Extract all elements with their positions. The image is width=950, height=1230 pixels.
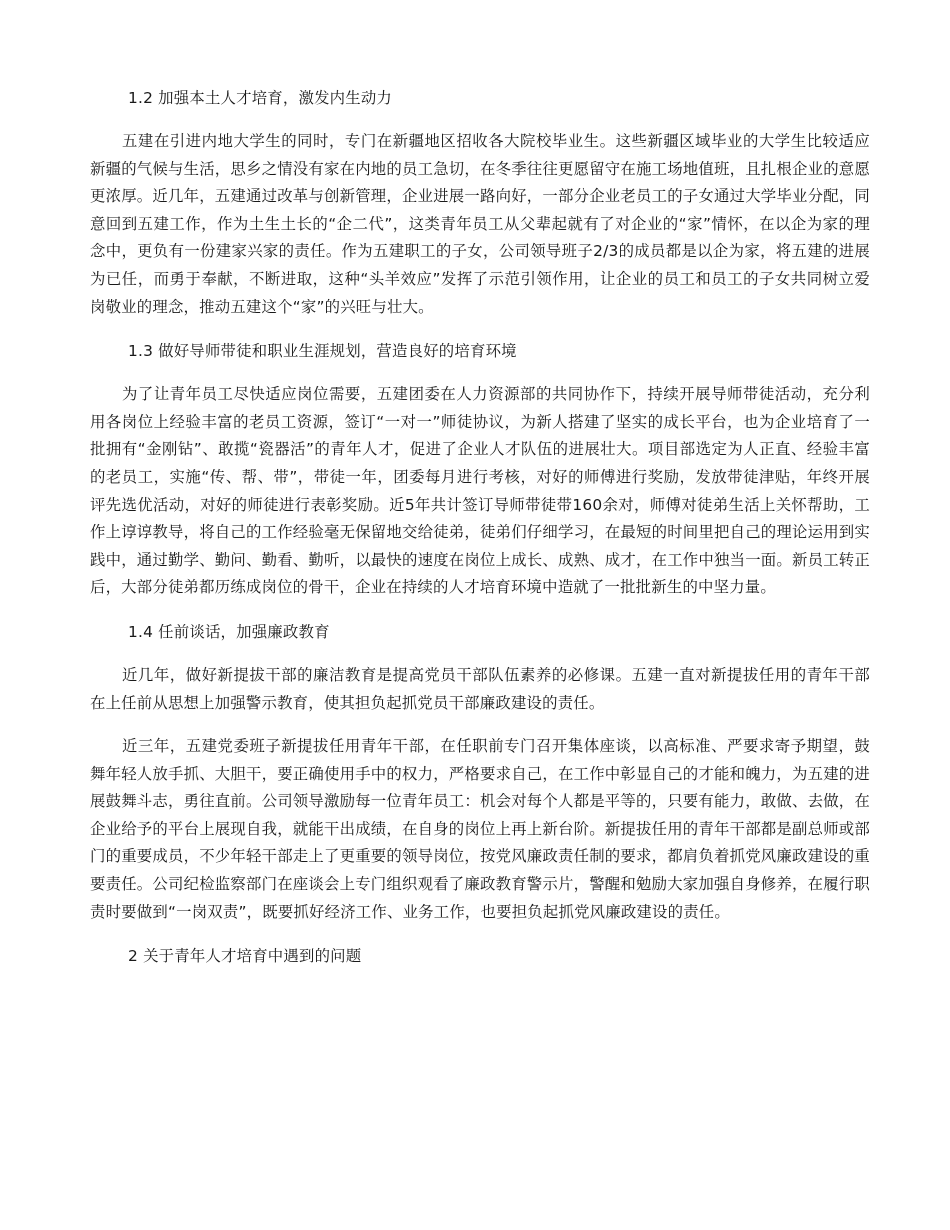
section-heading-2: 2 关于青年人才培育中遇到的问题 (128, 947, 362, 966)
section-heading-1-4: 1.4 任前谈话，加强廉政教育 (128, 622, 330, 641)
paragraph-1-4-a: 近几年，做好新提拔干部的廉洁教育是提高党员干部队伍素养的必修课。五建一直对新提拔任用的青年干部在上任前从思想上加强警示教育，使其担负起抓党员干部廉政建设的责任。 (90, 665, 870, 712)
paragraph-1-3-a: 为了让青年员工尽快适应岗位需要，五建团委在人力资源部的共同协作下，持续开展导师带徒活动，充分利用各岗位上经验丰富的老员工资源，签订“一对一”师徒协议，为新人搭建了坚实的成长平台，也为企业培育了一批拥有“金刚钻”、敢揽“瓷器活”的青年人才，促进了企业人才队伍的进展壮大。项目部选定为人正直、经验丰富的老员工，实施“传、帮、带”，带徒一年，团委每月进行考核，对好的师傅进行奖励，发放带徒津贴，年终开展评先选优活动，对好的师徒进行表彰奖励。近5年共计签订导师带徒带160余对，师傅对徒弟生活上关怀帮助，工作上谆谆教导，将自己的工作经验毫无保留地交给徒弟，徒弟们仔细学习，在最短的时间里把自己的理论运用到实践中，通过勤学、勤问、勤看、勤听，以最快的速度在岗位上成长、成熟、成才，在工作中独当一面。新员工转正后，大部分徒弟都历练成岗位的骨干，企业在持续的人才培育环境中造就了一批批新生的中坚力量。 (90, 385, 870, 597)
section-heading-1-3: 1.3 做好导师带徒和职业生涯规划，营造良好的培育环境 (128, 342, 517, 361)
section-heading-1-2: 1.2 加强本土人才培育，激发内生动力 (128, 89, 393, 107)
paragraph-1-4-b: 近三年，五建党委班子新提拔任用青年干部，在任职前专门召开集体座谈，以高标准、严要求寄予期望，鼓舞年轻人放手抓、大胆干，要正确使用手中的权力，严格要求自己，在工作中彰显自己的才能和魄力，为五建的进展鼓舞斗志，勇往直前。公司领导激励每一位青年员工：机会对每个人都是平等的，只要有能力，敢做、去做，在企业给予的平台上展现自我，就能干出成绩，在自身的岗位上再上新台阶。新提拔任用的青年干部都是副总师或部门的重要成员，不少年轻干部走上了更重要的领导岗位，按党风廉政责任制的要求，都肩负着抓党风廉政建设的重要责任。公司纪检监察部门在座谈会上专门组织观看了廉政教育警示片，警醒和勉励大家加强自身修养，在履行职责时要做到“一岗双责”，既要抓好经济工作、业务工作，也要担负起抓党风廉政建设的责任。 (90, 737, 870, 921)
paragraph-1-2-a: 五建在引进内地大学生的同时，专门在新疆地区招收各大院校毕业生。这些新疆区域毕业的大学生比较适应新疆的气候与生活，思乡之情没有家在内地的员工急切，在冬季往往更愿留守在施工场地值班，且扎根企业的意愿更浓厚。近几年，五建通过改革与创新管理，企业进展一路向好，一部分企业老员工的子女通过大学毕业分配，同意回到五建工作，作为土生土长的“企二代”，这类青年员工从父辈起就有了对企业的“家”情怀，在以企为家的理念中，更负有一份建家兴家的责任。作为五建职工的子女，公司领导班子2/3的成员都是以企为家，将五建的进展为已任，而勇于奉献，不断进取，这种“头羊效应”发挥了示范引领作用，让企业的员工和员工的子女共同树立爱岗敬业的理念，推动五建这个“家”的兴旺与壮大。 (90, 132, 870, 316)
document-body (90, 84, 870, 970)
